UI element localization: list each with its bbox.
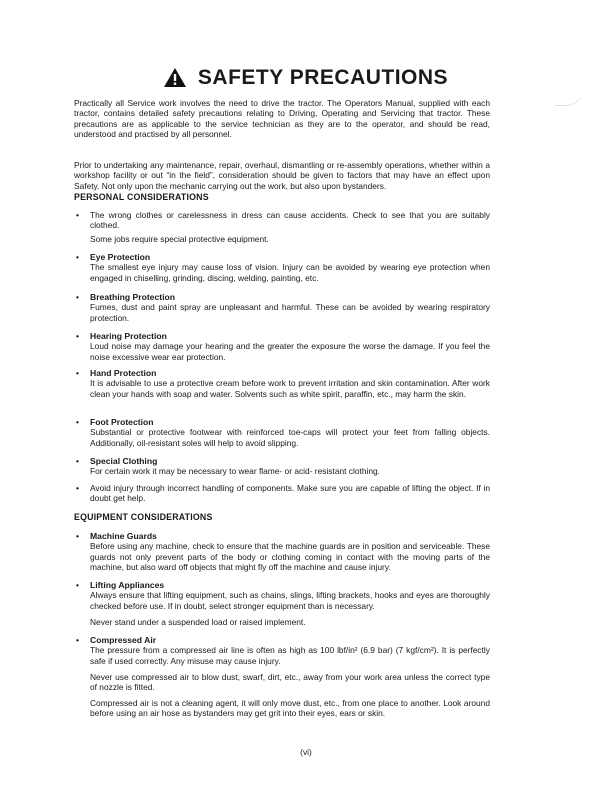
item-text: The smallest eye injury may cause loss of vision. Injury can be avoided by wearing eye protection when engaged in chiselling, grinding, discing, welding, painting, etc.	[90, 262, 490, 283]
list-item: • Eye Protection The smallest eye injury may cause loss of vision. Injury can be avoided by wearing eye protection when engaged in chiselling, grinding, discing, welding, painting, etc.	[76, 252, 490, 283]
item-title: Lifting Appliances	[90, 580, 165, 590]
list-item: • Machine Guards Before using any machine, check to ensure that the machine guards are in position and serviceable. These guards not only prevent parts of the body or clothing coming in contact with the moving parts of the machine, but also ward off objects that might fly off the machine and cause injury.	[76, 531, 490, 573]
item-title: Breathing Protection	[90, 292, 175, 302]
page-number: (vi)	[300, 747, 312, 757]
item-text: Substantial or protective footwear with reinforced toe-caps will protect your feet from falling objects. Additionally, oil-resistant soles will help to avoid slipping.	[90, 427, 490, 448]
intro-paragraph: Practically all Service work involves the need to drive the tractor. The Operators Manual, supplied with each tractor, contains detailed safety precautions relating to Driving, Operating and Servicing that tractor. These precautions are as applicable to the service technician as they are to the operator, and should be read, understood and practised by all personnel.	[74, 98, 490, 140]
item-text: Before using any machine, check to ensure that the machine guards are in position and serviceable. These guards not only prevent parts of the body or clothing coming in contact with the moving parts of the machine, but also ward off objects that might fly off the machine and cause injury.	[90, 541, 490, 573]
list-item: • Compressed Air The pressure from a compressed air line is often as high as 100 lbf/in² (6.9 bar) (7 kgf/cm²). It is perfectly safe if used correctly. Any misuse may cause injury.	[76, 635, 490, 666]
item-text: The pressure from a compressed air line is often as high as 100 lbf/in² (6.9 bar) (7 kgf/cm²). It is perfectly safe if used correctly. Any misuse may cause injury.	[90, 645, 490, 666]
list-item: • Foot Protection Substantial or protective footwear with reinforced toe-caps will protect your feet from falling objects. Additionally, oil-resistant soles will help to avoid slipping.	[76, 417, 490, 448]
item-text: It is advisable to use a protective cream before work to prevent irritation and skin contamination. After work clean your hands with soap and water. Solvents such as white spirit, paraffin, etc., may harm the skin.	[90, 378, 490, 399]
item-text: For certain work it may be necessary to wear flame- or acid- resistant clothing.	[90, 466, 380, 477]
list-item: • Breathing Protection Fumes, dust and paint spray are unpleasant and harmful. These can be avoided by wearing respiratory protection.	[76, 292, 490, 323]
item-text: Always ensure that lifting equipment, such as chains, slings, lifting brackets, hooks and eyes are thoroughly checked before use. If in doubt, select stronger equipment than is necessary.	[90, 590, 490, 611]
item-note: Some jobs require special protective equipment.	[90, 234, 269, 244]
intro-paragraph: Prior to undertaking any maintenance, repair, overhaul, dismantling or re-assembly operations, whether within a workshop facility or out “in the field”, consideration should be given to factors that may have an effect upon Safety. Not only upon the mechanic carrying out the work, but also upon bystanders.	[74, 160, 490, 191]
item-title: Hearing Protection	[90, 331, 167, 341]
list-item: • Lifting Appliances Always ensure that lifting equipment, such as chains, slings, lifting brackets, hooks and eyes are thoroughly checked before use. If in doubt, select stronger equipment than is necessary.	[76, 580, 490, 611]
item-title: Machine Guards	[90, 531, 157, 541]
item-note: Never stand under a suspended load or raised implement.	[90, 617, 306, 627]
list-item: • Avoid injury through incorrect handling of components. Make sure you are capable of lifting the object. If in doubt get help.	[76, 483, 490, 504]
title-text: SAFETY PRECAUTIONS	[197, 66, 449, 89]
list-item: • Special Clothing For certain work it may be necessary to wear flame- or acid- resistant clothing.	[90, 456, 490, 477]
item-title: Special Clothing	[90, 456, 158, 466]
item-note: Never use compressed air to blow dust, swarf, dirt, etc., away from your work area unless the correct type of nozzle is fitted.	[90, 672, 490, 693]
section-heading-equipment: EQUIPMENT CONSIDERATIONS	[74, 512, 213, 522]
item-title: Eye Protection	[90, 252, 151, 262]
list-item: • The wrong clothes or carelessness in dress can cause accidents. Check to see that you are suitably clothed.	[76, 210, 490, 231]
item-title: Compressed Air	[90, 635, 157, 645]
section-heading-personal: PERSONAL CONSIDERATIONS	[74, 192, 209, 202]
list-item: • Hearing Protection Loud noise may damage your hearing and the greater the exposure the worse the damage. If you feel the noise excessive wear ear protection.	[76, 331, 490, 362]
item-text: Avoid injury through incorrect handling of components. Make sure you are capable of lifting the object. If in doubt get help.	[90, 483, 490, 504]
item-text: Fumes, dust and paint spray are unpleasant and harmful. These can be avoided by wearing respiratory protection.	[90, 302, 490, 323]
item-text: Loud noise may damage your hearing and the greater the exposure the worse the damage. If you feel the noise excessive wear ear protection.	[90, 341, 490, 362]
item-note: Compressed air is not a cleaning agent, it will only move dust, etc., from one place to another. Look around before using an air hose as bystanders may get grit into their eyes, ears or skin.	[90, 698, 490, 719]
item-title: Foot Protection	[90, 417, 154, 427]
item-text: The wrong clothes or carelessness in dress can cause accidents. Check to see that you are suitably clothed.	[90, 210, 490, 231]
page-title	[0, 66, 612, 90]
list-item: • Hand Protection It is advisable to use a protective cream before work to prevent irritation and skin contamination. After work clean your hands with soap and water. Solvents such as white spirit, paraffin, etc., may harm the skin.	[76, 368, 490, 399]
warning-icon	[164, 68, 186, 87]
item-title: Hand Protection	[90, 368, 157, 378]
